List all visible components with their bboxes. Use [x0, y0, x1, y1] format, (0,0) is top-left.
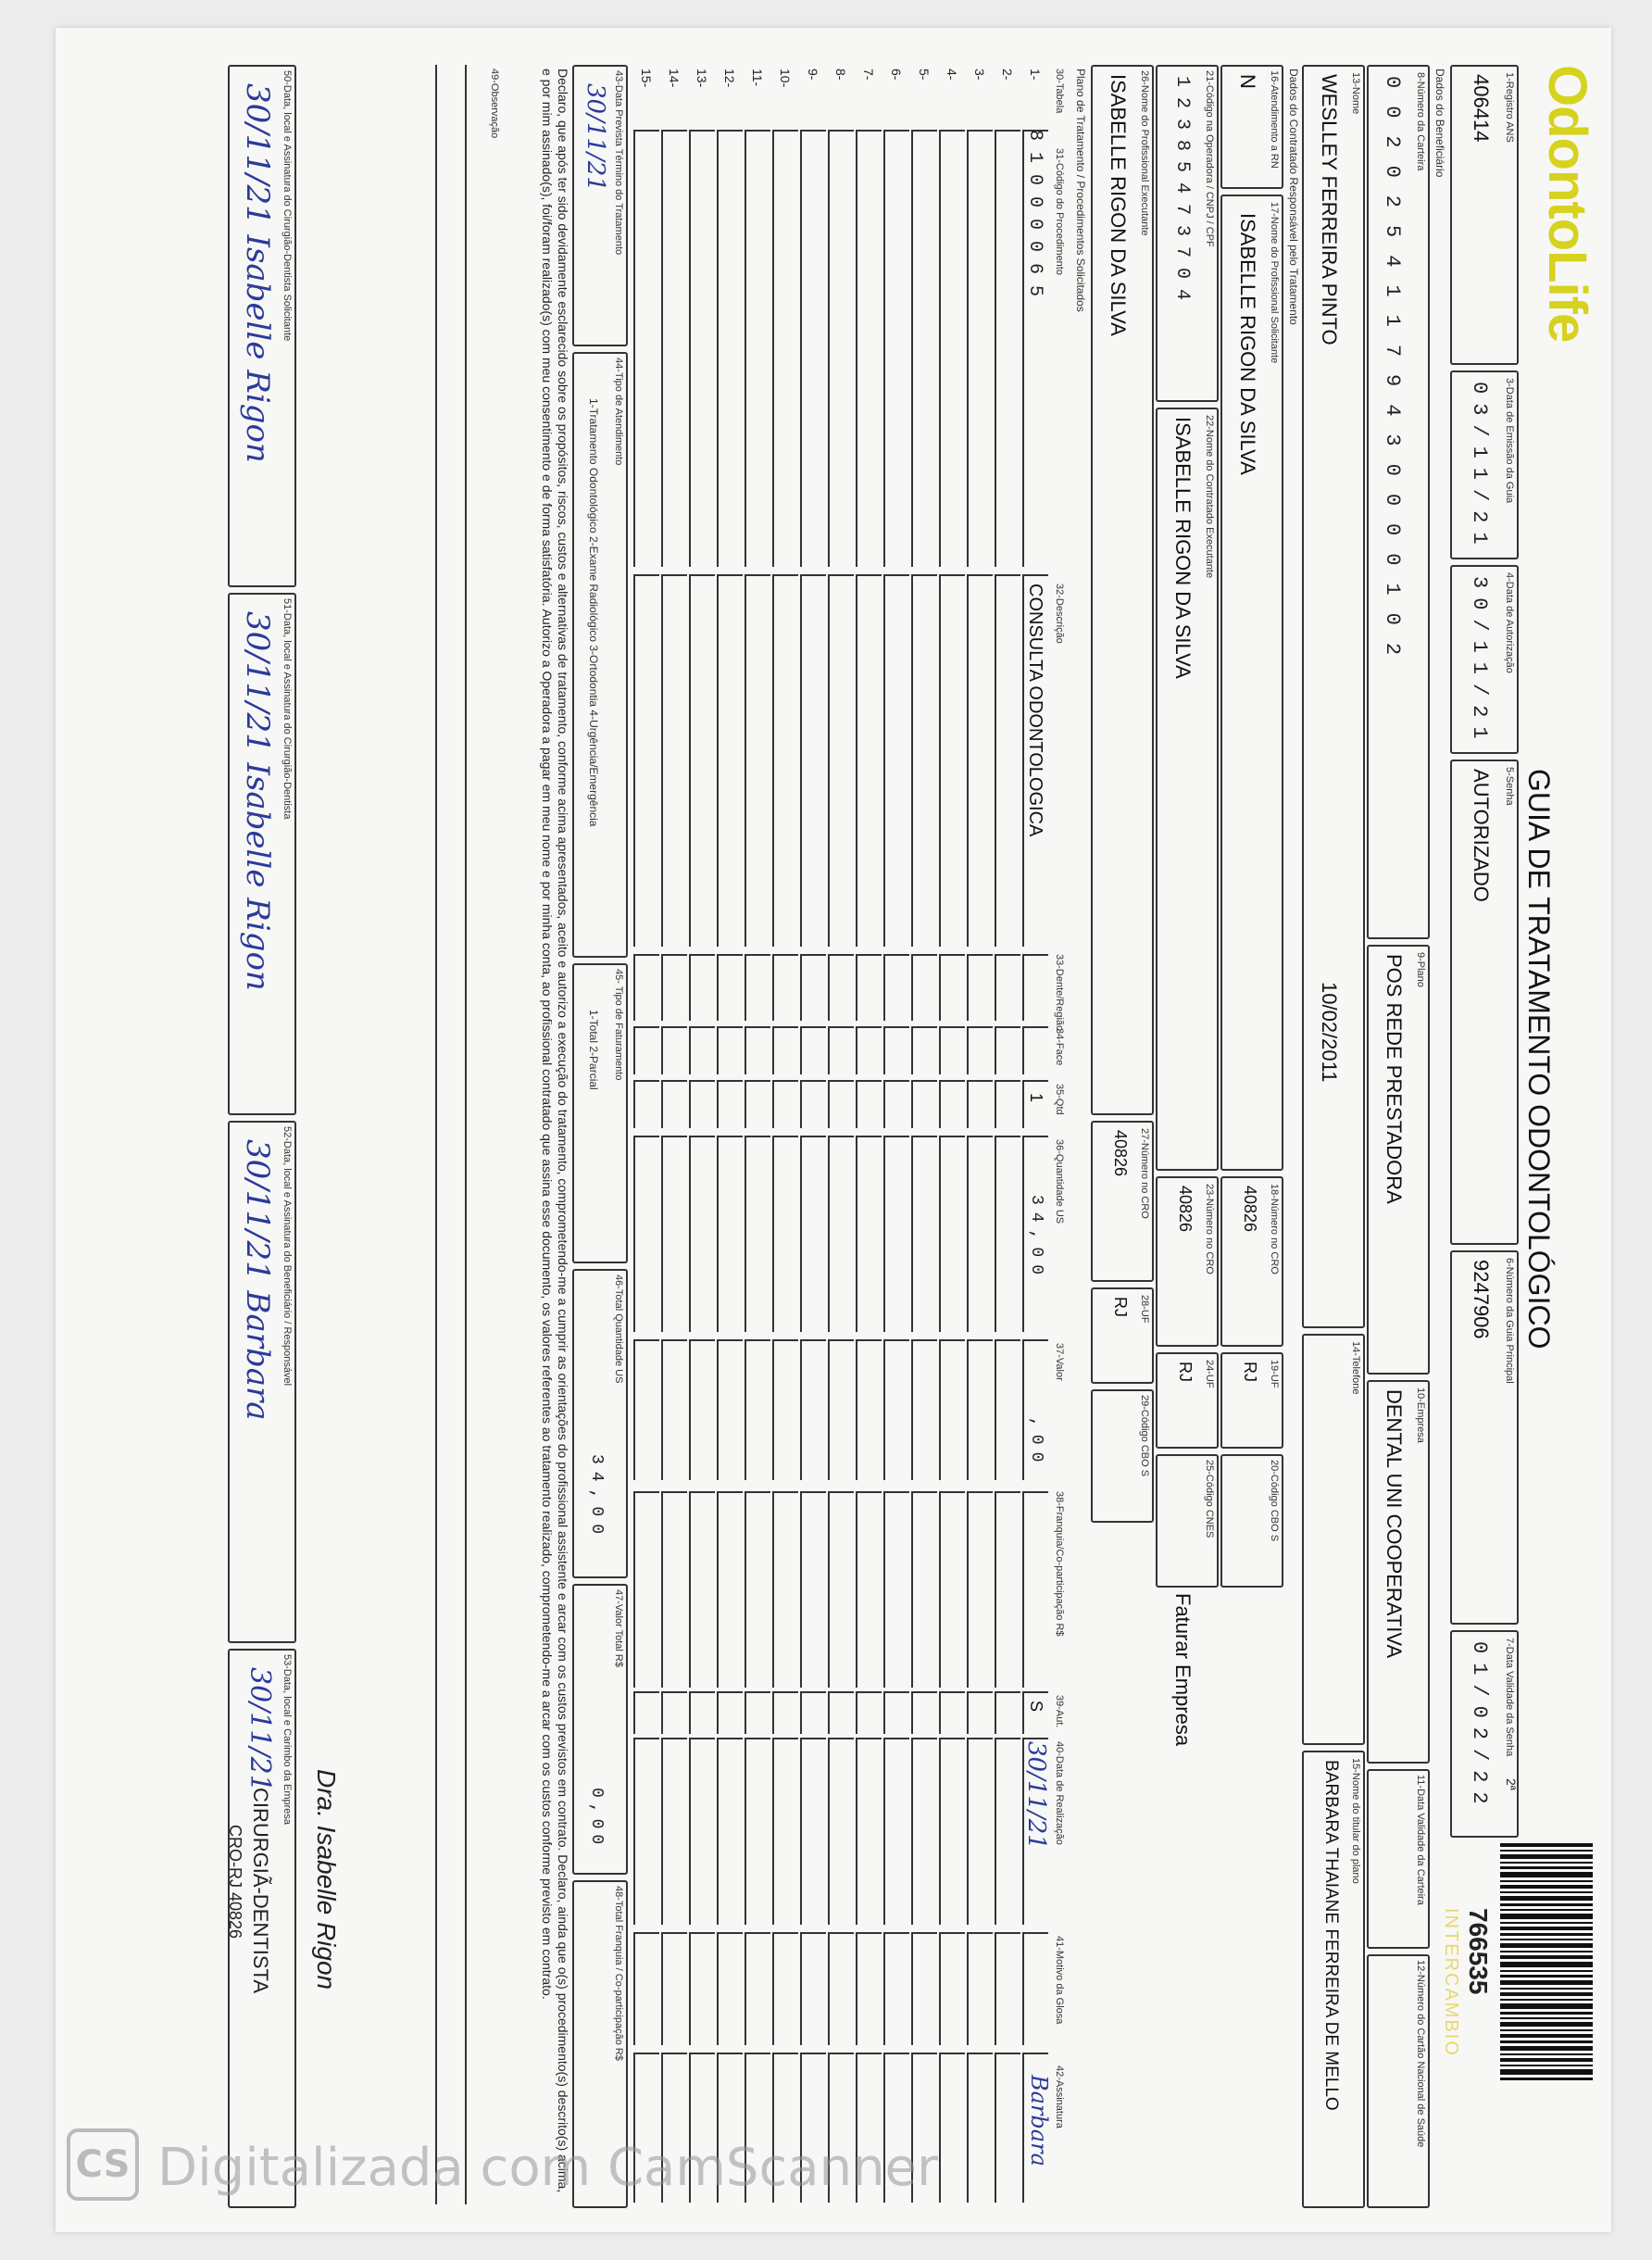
prof-solicitante-value: ISABELLE RIGON DA SILVA — [1236, 213, 1259, 475]
procedure-cell — [717, 954, 743, 1021]
procedure-cell — [745, 1136, 770, 1332]
procedure-cell — [800, 1932, 826, 2045]
camscanner-logo: CS — [67, 2128, 139, 2201]
empresa-value: DENTAL UNI COOPERATIVA — [1383, 1389, 1406, 1659]
procedure-cell — [967, 1026, 993, 1074]
dados-beneficiario-heading: Dados do Beneficiário — [1433, 69, 1446, 178]
procedure-cell — [911, 1691, 937, 1734]
procedure-cell — [772, 130, 798, 567]
procedure-cell — [856, 1491, 882, 1688]
procedure-cell — [939, 574, 965, 947]
data-emissao-label: 3-Data de Emissão da Guia — [1504, 378, 1515, 504]
intercambio-stamp: INTERCAMBIO — [1441, 1908, 1461, 2057]
procedure-cell — [717, 1026, 743, 1074]
data-emissao-value: 03/11/21 — [1468, 382, 1491, 554]
procedure-cell — [995, 574, 1020, 947]
procedure-cell — [967, 130, 993, 567]
header-tabela: 30-Tabela — [1054, 69, 1065, 114]
faturar-empresa-note: Faturar Empresa — [1171, 1593, 1195, 1747]
sig50-signature: 30/11/21 Isabelle Rigon — [239, 83, 276, 463]
procedure-cell — [800, 1691, 826, 1734]
procedure-cell — [717, 1339, 743, 1480]
declaration-text: Declaro, que após ter sido devidamente esclarecido sobre os propósitos, riscos, custos e alternativas de tratamento, conforme acima apresentados, aceito e autorizo a execução do tratamento, comprometendo-me a cumprir as orientações do profissional assistente e arcar com os custos previstos em contrato. Declaro, ainda que o(s) procedimento(s) descrito(s) acima, e por mim assinado(s), foi/foram realizado(s) com meu consentimento e de forma satisfatória. Autorizo a Operadora a pagar em meu nome e por minha conta, ao profissional contratado que assina esse documento, os valores referentes ao tratamento realizado, comprometendo-me a arcar com os custos conforme previsto em contrato. — [540, 69, 570, 2193]
telefone-label: 14-Telefone — [1350, 1341, 1361, 1395]
procedure-cell — [800, 1026, 826, 1074]
row-number: 8- — [833, 69, 848, 81]
procedure-cell — [800, 1339, 826, 1480]
procedure-cell — [995, 1339, 1020, 1480]
form-title: GUIA DE TRATAMENTO ODONTOLÓGICO — [1522, 769, 1556, 1350]
total-us-value: 34,00 — [587, 1454, 606, 1542]
stamp-cro: CRO-RJ 40826 — [226, 1825, 244, 1940]
procedure-cell — [883, 130, 909, 567]
procedure-cell — [800, 130, 826, 567]
procedure-cell — [661, 1339, 687, 1480]
procedure-cell — [717, 1691, 743, 1734]
procedure-cell — [689, 1932, 715, 2045]
procedure-cell — [661, 954, 687, 1021]
header-assinatura: 42-Assinatura — [1054, 2065, 1065, 2128]
validade-senha-label: 7-Data Validade da Senha — [1504, 1638, 1515, 1757]
tipo-atendimento-options: 1-Tratamento Odontológico 2-Exame Radiológico 3-Ortodontia 4-Urgência/Emergência — [587, 398, 600, 827]
row-number: 14- — [667, 69, 682, 88]
procedure-cell — [772, 954, 798, 1021]
procedure-cell — [995, 130, 1020, 567]
procedure-cell — [856, 1932, 882, 2045]
procedure-cell — [633, 954, 659, 1021]
procedure-cell — [856, 1026, 882, 1074]
procedure-cell — [661, 130, 687, 567]
prof-solicitante-label: 17-Nome do Profissional Solicitante — [1269, 202, 1280, 364]
procedure-cell — [939, 2053, 965, 2203]
procedure-cell — [772, 1738, 798, 1925]
header-qtd: 35-Qtd — [1054, 1084, 1065, 1115]
procedure-cell — [911, 1491, 937, 1688]
observacao-line-1 — [465, 65, 467, 2204]
termino-label: 43-Data Prevista Término do Tratamento — [613, 70, 624, 256]
procedure-cell — [967, 1691, 993, 1734]
procedure-cell — [883, 1491, 909, 1688]
procedure-cell — [856, 574, 882, 947]
procedure-cell — [717, 1136, 743, 1332]
nome-label: 13-Nome — [1350, 72, 1361, 115]
procedure-cell — [828, 574, 854, 947]
procedures-heading: Plano de Tratamento / Procedimentos Solicitados — [1074, 69, 1087, 312]
procedure-cell — [967, 574, 993, 947]
procedure-cell — [911, 1932, 937, 2045]
cro-prof-value: 40826 — [1111, 1130, 1130, 1177]
procedure-cell — [995, 1738, 1020, 1925]
procedure-cell — [856, 1738, 882, 1925]
procedure-cell — [939, 1691, 965, 1734]
uf-solicitante-value: RJ — [1241, 1362, 1259, 1382]
scanned-form-sheet — [56, 28, 1611, 2232]
procedure-cell — [967, 954, 993, 1021]
procedure-cell — [772, 1339, 798, 1480]
observacao-line-2 — [435, 65, 437, 2204]
guide-form — [56, 28, 1611, 2232]
procedure-cell — [939, 1339, 965, 1480]
cns-label: 12-Número do Cartão Nacional de Saúde — [1415, 1960, 1426, 2148]
procedure-cell — [772, 1136, 798, 1332]
procedure-cell — [1022, 954, 1048, 1021]
procedure-cell — [883, 1026, 909, 1074]
procedure-cell — [883, 954, 909, 1021]
prof-executante-label: 26-Nome do Profissional Executante — [1139, 70, 1150, 236]
procedure-cell — [745, 954, 770, 1021]
plano-label: 9-Plano — [1415, 952, 1426, 987]
validade-senha-value: 01/02/22 — [1468, 1641, 1491, 1814]
procedure-cell — [633, 1080, 659, 1128]
row-number: 3- — [972, 69, 987, 81]
procedure-cell — [939, 1136, 965, 1332]
procedure-cell — [772, 1080, 798, 1128]
procedure-cell — [967, 1932, 993, 2045]
procedure-cell — [828, 130, 854, 567]
procedure-cell — [995, 1136, 1020, 1332]
procedure-cell — [1022, 1491, 1048, 1688]
registro-ans-value: 406414 — [1470, 74, 1493, 143]
nascimento-value: 10/02/2011 — [1318, 982, 1341, 1083]
procedure-cell — [828, 954, 854, 1021]
header-quantidade-us: 36-Quantidade US — [1054, 1139, 1065, 1224]
uf-exec-value: RJ — [1176, 1362, 1195, 1382]
header-face: 34-Face — [1054, 1028, 1065, 1066]
procedure-cell — [800, 1136, 826, 1332]
procedure-cell — [995, 1932, 1020, 2045]
procedure-cell — [689, 1136, 715, 1332]
row-number: 11- — [750, 69, 765, 87]
data-autorizacao-value: 30/11/21 — [1468, 576, 1491, 748]
procedure-cell — [745, 1026, 770, 1074]
procedure-cell — [689, 1691, 715, 1734]
header-dente: 33-Dente/Região — [1054, 954, 1065, 1032]
row1-aut: S — [1027, 1701, 1045, 1713]
row-number: 6- — [889, 69, 904, 81]
procedure-cell — [633, 1932, 659, 2045]
row1-valor: ,00 — [1027, 1417, 1045, 1470]
procedure-cell — [800, 1738, 826, 1925]
procedure-cell — [717, 574, 743, 947]
procedure-cell — [995, 2053, 1020, 2203]
atendimento-rn-label: 16-Atendimento a RN — [1269, 70, 1280, 169]
procedure-cell — [745, 130, 770, 567]
procedure-cell — [717, 1491, 743, 1688]
procedure-cell — [911, 1136, 937, 1332]
procedure-cell — [911, 1026, 937, 1074]
procedure-cell — [717, 1932, 743, 2045]
procedure-cell — [661, 1932, 687, 2045]
guia-principal-value: 9247906 — [1470, 1260, 1493, 1339]
procedure-cell — [856, 1080, 882, 1128]
procedure-cell — [745, 1691, 770, 1734]
uf-exec-label: 24-UF — [1204, 1360, 1215, 1388]
procedure-cell — [995, 1080, 1020, 1128]
row1-assinatura: Barbara — [1026, 2075, 1052, 2166]
codigo-operadora-label: 21-Código na Operadora / CNPJ / CPF — [1204, 70, 1215, 247]
procedure-cell — [633, 1491, 659, 1688]
observacao-label: 49-Observação — [489, 69, 500, 139]
procedure-cell — [828, 1136, 854, 1332]
procedure-cell — [689, 1026, 715, 1074]
validade-carteira-label: 11-Data Validade da Carteira — [1415, 1775, 1426, 1905]
sig52-label: 52-Data, local e Assinatura do Beneficiário / Responsável — [282, 1126, 293, 1387]
procedure-cell — [633, 1738, 659, 1925]
titular-value: BARBARA THAIANE FERREIRA DE MELLO — [1321, 1760, 1341, 2111]
codigo-operadora-value: 12385473704 — [1171, 76, 1193, 311]
procedure-cell — [939, 1026, 965, 1074]
procedure-cell — [689, 1491, 715, 1688]
procedure-cell — [772, 1026, 798, 1074]
procedure-cell — [939, 130, 965, 567]
procedure-cell — [856, 1339, 882, 1480]
cro-exec-label: 23-Número no CRO — [1204, 1184, 1215, 1274]
plano-value: POS REDE PRESTADORA — [1383, 954, 1406, 1204]
row-number: 13- — [695, 69, 709, 88]
contratado-exec-label: 22-Nome do Contratado Executante — [1204, 415, 1215, 579]
row-number: 12- — [722, 69, 737, 88]
tipo-faturamento-options: 1-Total 2-Parcial — [587, 1010, 600, 1090]
sig51-label: 51-Data, local e Assinatura do Cirurgião-Dentista — [282, 598, 293, 820]
procedure-cell — [689, 1738, 715, 1925]
titular-label: 15-Nome do titular do plano — [1350, 1758, 1361, 1884]
row-number: 2- — [1000, 69, 1015, 81]
procedure-cell — [828, 1738, 854, 1925]
procedure-cell — [883, 1136, 909, 1332]
procedure-cell — [828, 1339, 854, 1480]
procedure-cell — [633, 1339, 659, 1480]
procedure-cell — [967, 1136, 993, 1332]
procedure-cell — [661, 1026, 687, 1074]
row1-qtd: 1 — [1027, 1093, 1045, 1103]
procedure-cell — [661, 1691, 687, 1734]
procedure-cell — [745, 1491, 770, 1688]
procedure-cell — [772, 1491, 798, 1688]
procedure-cell — [800, 954, 826, 1021]
header-franquia: 38-Franquia/Co-participação R$ — [1054, 1491, 1065, 1637]
procedure-cell — [883, 1691, 909, 1734]
procedure-cell — [1022, 1026, 1048, 1074]
procedure-cell — [911, 574, 937, 947]
procedure-cell — [689, 130, 715, 567]
procedure-cell — [661, 1080, 687, 1128]
procedure-cell — [717, 130, 743, 567]
procedure-cell — [911, 1339, 937, 1480]
via-label: 2ª — [1504, 1778, 1519, 1790]
procedure-cell — [967, 1339, 993, 1480]
procedure-cell — [856, 1691, 882, 1734]
procedure-cell — [1022, 1080, 1048, 1128]
uf-prof-value: RJ — [1111, 1297, 1130, 1317]
procedure-cell — [939, 1080, 965, 1128]
cro-solicitante-value: 40826 — [1241, 1186, 1259, 1233]
procedure-cell — [800, 1080, 826, 1128]
procedure-cell — [633, 130, 659, 567]
procedure-cell — [856, 130, 882, 567]
header-data-realizacao: 40-Data de Realização — [1054, 1741, 1065, 1845]
procedure-cell — [633, 1136, 659, 1332]
row1-data-realizacao: 30/11/21 — [1022, 1741, 1050, 1850]
procedure-cell — [967, 2053, 993, 2203]
cbo-prof-label: 29-Código CBO S — [1139, 1395, 1150, 1477]
row1-quantidade-us: 34,00 — [1027, 1195, 1045, 1283]
procedure-cell — [745, 1339, 770, 1480]
procedure-cell — [661, 1491, 687, 1688]
procedure-cell — [689, 1080, 715, 1128]
procedure-cell — [828, 1932, 854, 2045]
senha-value: AUTORIZADO — [1470, 769, 1493, 902]
telefone-box — [1302, 1334, 1365, 1745]
row-number: 5- — [917, 69, 932, 81]
procedure-cell — [856, 1136, 882, 1332]
procedure-cell — [911, 1080, 937, 1128]
sig52-signature: 30/11/21 Barbara — [239, 1139, 276, 1421]
guia-principal-label: 6-Número da Guia Principal — [1504, 1258, 1515, 1384]
senha-label: 5-Senha — [1504, 767, 1515, 806]
procedure-cell — [939, 1932, 965, 2045]
sig53-label: 53-Data, local e Carimbo da Empresa — [282, 1654, 293, 1826]
guide-number: 766535 — [1464, 1908, 1493, 1995]
procedure-cell — [689, 954, 715, 1021]
nome-value: WESLLEY FERREIRA PINTO — [1318, 74, 1341, 345]
procedure-cell — [939, 1491, 965, 1688]
sig51-signature: 30/11/21 Isabelle Rigon — [239, 611, 276, 991]
header-valor: 37-Valor — [1054, 1343, 1065, 1381]
procedure-cell — [745, 574, 770, 947]
procedure-cell — [745, 1080, 770, 1128]
camscanner-watermark: Digitalizada com CamScanner — [157, 2138, 939, 2198]
header-codigo: 31-Código do Procedimento — [1054, 148, 1065, 275]
valor-total-label: 47-Valor Total R$ — [613, 1589, 624, 1667]
procedure-cell — [661, 1738, 687, 1925]
procedure-cell — [967, 1491, 993, 1688]
odontolife-logo: OdontoLife — [1537, 65, 1597, 343]
row1-descricao: CONSULTA ODONTOLOGICA — [1025, 584, 1045, 837]
procedure-cell — [883, 574, 909, 947]
procedure-cell — [939, 954, 965, 1021]
procedure-cell — [883, 1738, 909, 1925]
procedure-cell — [883, 1339, 909, 1480]
uf-prof-label: 28-UF — [1139, 1295, 1150, 1324]
atendimento-rn-value: N — [1236, 74, 1259, 89]
cnes-label: 25-Código CNES — [1204, 1460, 1215, 1538]
stamp-role: CIRURGIÃ-DENTISTA — [249, 1788, 272, 1994]
empresa-label: 10-Empresa — [1415, 1387, 1426, 1443]
sig50-label: 50-Data, local e Assinatura do Cirurgião-Dentista Solicitante — [282, 70, 293, 342]
registro-ans-label: 1-Registro ANS — [1504, 72, 1515, 143]
termino-value: 30/11/21 — [582, 83, 609, 192]
cro-solicitante-label: 18-Número no CRO — [1269, 1184, 1280, 1274]
procedure-cell — [828, 1691, 854, 1734]
header-motivo-glosa: 41-Motivo da Glosa — [1054, 1936, 1065, 2025]
tipo-faturamento-label: 45- Tipo de Faturamento — [613, 969, 624, 1081]
procedure-cell — [856, 954, 882, 1021]
numero-carteira-value: 00202541179430000102 — [1381, 76, 1404, 673]
row-number: 15- — [639, 69, 654, 88]
procedure-cell — [939, 1738, 965, 1925]
row-number: 7- — [861, 69, 876, 81]
header-aut: 39-Aut. — [1054, 1695, 1065, 1728]
header-descricao: 32-Descrição — [1054, 584, 1065, 644]
procedure-cell — [745, 1932, 770, 2045]
dados-contratado-heading: Dados do Contratado Responsável pelo Tratamento — [1287, 69, 1300, 325]
procedure-cell — [911, 1738, 937, 1925]
barcode — [1500, 1843, 1593, 2083]
procedure-cell — [661, 574, 687, 947]
procedure-cell — [995, 1691, 1020, 1734]
row-number: 4- — [945, 69, 959, 81]
row-number: 1- — [1028, 69, 1043, 81]
uf-solicitante-label: 19-UF — [1269, 1360, 1280, 1388]
cbo-solicitante-label: 20-Código CBO S — [1269, 1460, 1280, 1542]
procedure-cell — [633, 1691, 659, 1734]
procedure-cell — [911, 954, 937, 1021]
procedure-cell — [661, 1136, 687, 1332]
stamp-name: Dra. Isabelle Rigon — [312, 1769, 341, 1990]
procedure-cell — [1022, 1932, 1048, 2045]
row-number: 10- — [778, 69, 793, 88]
cro-exec-value: 40826 — [1176, 1186, 1195, 1233]
procedure-cell — [772, 1691, 798, 1734]
procedure-cell — [1022, 1691, 1048, 1734]
procedure-cell — [828, 1080, 854, 1128]
procedure-cell — [883, 1080, 909, 1128]
prof-executante-value: ISABELLE RIGON DA SILVA — [1107, 74, 1130, 336]
procedure-cell — [995, 954, 1020, 1021]
numero-carteira-label: 8-Número da Carteira — [1415, 72, 1426, 171]
total-us-label: 46-Total Quantidade US — [613, 1274, 624, 1384]
data-autorizacao-label: 4-Data de Autorização — [1504, 572, 1515, 673]
procedure-cell — [717, 1080, 743, 1128]
valor-total-value: 0,00 — [587, 1788, 606, 1851]
contratado-exec-value: ISABELLE RIGON DA SILVA — [1171, 417, 1195, 679]
procedure-cell — [828, 1491, 854, 1688]
procedure-cell — [633, 574, 659, 947]
procedure-cell — [800, 1491, 826, 1688]
procedure-cell — [772, 1932, 798, 2045]
procedure-cell — [911, 130, 937, 567]
procedure-cell — [745, 1738, 770, 1925]
procedure-cell — [772, 574, 798, 947]
procedure-cell — [995, 1491, 1020, 1688]
procedure-cell — [800, 574, 826, 947]
procedure-cell — [689, 574, 715, 947]
sig53-signature: 30/11/21 — [244, 1667, 276, 1792]
procedure-cell — [883, 1932, 909, 2045]
total-franquia-label: 48-Total Franquia / Co-participação R$ — [613, 1886, 624, 2061]
row-number: 9- — [806, 69, 820, 81]
procedure-cell — [967, 1080, 993, 1128]
row1-codigo: 81000065 — [1024, 130, 1045, 308]
procedure-cell — [967, 1738, 993, 1925]
procedure-cell — [689, 1339, 715, 1480]
procedure-cell — [717, 1738, 743, 1925]
cro-prof-label: 27-Número no CRO — [1139, 1128, 1150, 1219]
tipo-atendimento-label: 44-Tipo de Atendimento — [613, 358, 624, 466]
procedure-cell — [828, 1026, 854, 1074]
procedure-cell — [633, 1026, 659, 1074]
procedure-cell — [995, 1026, 1020, 1074]
